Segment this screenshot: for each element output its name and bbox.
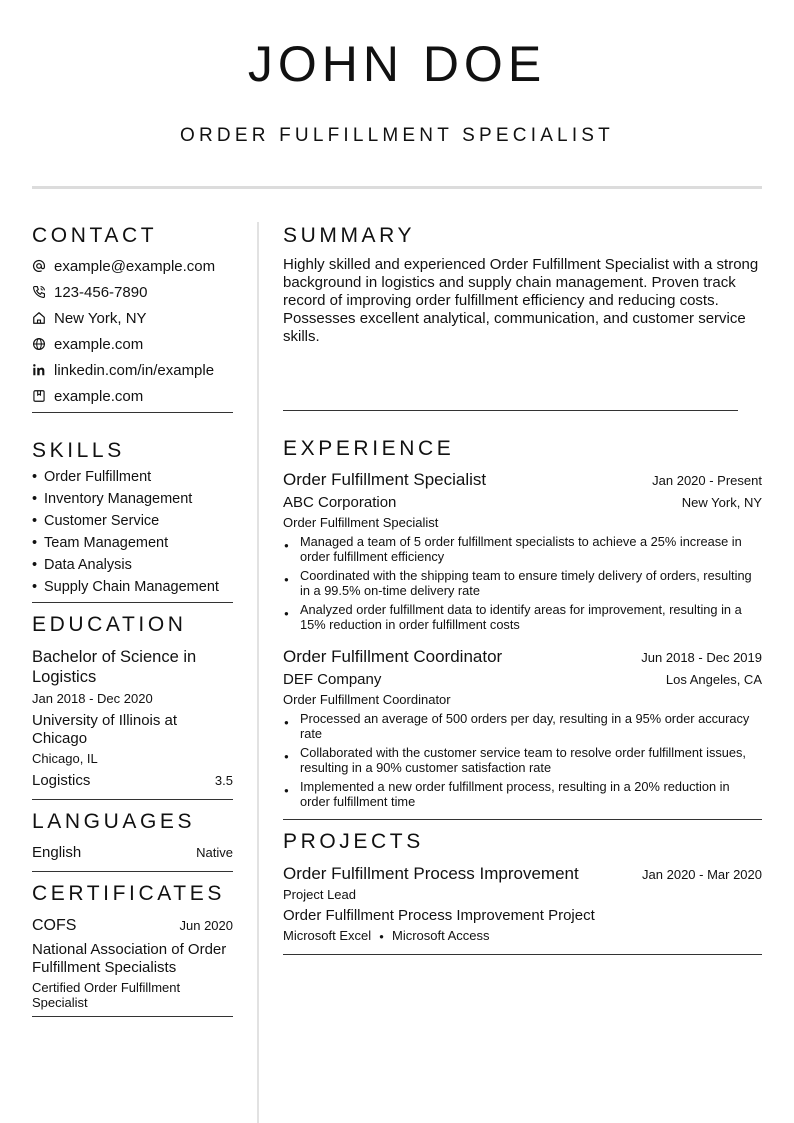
skill-item: • Team Management <box>32 535 169 551</box>
experience-company: DEF Company <box>283 671 382 688</box>
experience-bullet: ● Managed a team of 5 order fulfillment specialists to achieve a 25% increase in order fulfillment efficiency <box>283 534 762 564</box>
education-field: Logistics <box>32 772 91 789</box>
contact-portfolio[interactable] <box>32 383 233 409</box>
contact-section <box>32 222 233 413</box>
summary-section <box>283 222 762 411</box>
experience-bullet: ● Analyzed order fulfillment data to identify areas for improvement, resulting in a 15% reduction in order fulfillment costs <box>283 602 762 632</box>
certificates-divider <box>32 1016 233 1017</box>
contact-divider <box>32 412 233 413</box>
bookmark-icon <box>32 389 46 403</box>
summary-divider <box>283 410 738 411</box>
contact-heading: CONTACT <box>32 224 158 247</box>
summary-text: Highly skilled and experienced Order Fulfillment Specialist with a strong background in logistics and supply chain management. Proven track record of improving order fulfillment efficiency and reducing costs. Possesses excellent analytical, communication, and customer service skills. <box>283 256 759 345</box>
job-title: ORDER FULFILLMENT SPECIALIST <box>180 125 614 146</box>
experience-bullet: ● Coordinated with the shipping team to ensure timely delivery of orders, resulting in a 99.5% on-time delivery rate <box>283 568 762 598</box>
globe-icon <box>32 337 46 351</box>
experience-heading: EXPERIENCE <box>283 437 455 460</box>
contact-location-text: New York, NY <box>54 309 147 327</box>
project-dates: Jan 2020 - Mar 2020 <box>642 867 762 882</box>
contact-email-text: example@example.com <box>54 257 216 275</box>
languages-divider <box>32 871 233 872</box>
skill-item: • Customer Service <box>32 513 160 529</box>
education-dates: Jan 2018 - Dec 2020 <box>32 691 153 706</box>
certificates-heading: CERTIFICATES <box>32 882 225 905</box>
skills-divider <box>32 602 233 603</box>
header-divider <box>32 186 762 189</box>
projects-heading: PROJECTS <box>283 830 424 853</box>
projects-section <box>283 828 762 955</box>
skill-item: • Inventory Management <box>32 491 193 507</box>
education-divider <box>32 799 233 800</box>
skill-item: • Supply Chain Management <box>32 579 219 595</box>
education-heading: EDUCATION <box>32 613 187 636</box>
column-divider <box>257 222 259 1123</box>
left-column <box>32 222 233 1017</box>
certificate-issuer: National Association of Order Fulfillment Specialists <box>32 941 227 976</box>
skill-item: • Data Analysis <box>32 557 132 573</box>
experience-subtitle: Order Fulfillment Coordinator <box>283 692 451 707</box>
certificates-section <box>32 880 233 1017</box>
languages-section <box>32 808 233 872</box>
contact-location <box>32 305 233 331</box>
education-field-row <box>32 772 233 790</box>
skills-heading: SKILLS <box>32 439 125 462</box>
experience-role: Order Fulfillment Coordinator <box>283 647 503 666</box>
home-icon <box>32 311 46 325</box>
certificate-description: Certified Order Fulfillment Specialist <box>32 980 181 1010</box>
phone-icon <box>32 285 46 299</box>
experience-header <box>283 469 762 491</box>
summary-heading: SUMMARY <box>283 224 416 247</box>
experience-company: ABC Corporation <box>283 494 397 511</box>
contact-website-text: example.com <box>54 335 144 353</box>
tool-separator: ● <box>379 932 384 942</box>
project-header <box>283 863 762 885</box>
experience-bullet: ● Collaborated with the customer service team to resolve order fulfillment issues, resulting in a 90% customer satisfaction rate <box>283 745 762 775</box>
project-tool: Microsoft Access <box>391 928 490 943</box>
project-tool: Microsoft Excel <box>283 928 372 943</box>
certificate-date: Jun 2020 <box>179 918 233 933</box>
experience-subtitle: Order Fulfillment Specialist <box>283 515 439 530</box>
language-name: English <box>32 844 82 861</box>
project-role: Project Lead <box>283 887 356 902</box>
right-column <box>283 222 762 955</box>
certificate-name: COFS <box>32 917 77 934</box>
experience-bullet: ● Processed an average of 500 orders per day, resulting in a 95% order accuracy rate <box>283 711 762 741</box>
experience-company-row <box>283 671 762 689</box>
certificate-row <box>32 916 233 936</box>
language-row <box>32 844 233 862</box>
experience-section <box>283 435 762 820</box>
linkedin-icon <box>32 363 46 377</box>
experience-dates: Jan 2020 - Present <box>652 473 762 488</box>
languages-heading: LANGUAGES <box>32 810 196 833</box>
contact-phone-text: 123-456-7890 <box>54 283 148 301</box>
experience-company-row <box>283 494 762 512</box>
experience-location: New York, NY <box>681 495 762 510</box>
project-description: Order Fulfillment Process Improvement Project <box>283 907 595 924</box>
projects-divider <box>283 954 762 955</box>
language-level: Native <box>196 845 233 860</box>
experience-role: Order Fulfillment Specialist <box>283 470 487 489</box>
contact-linkedin[interactable] <box>32 357 233 383</box>
education-gpa: 3.5 <box>214 773 233 788</box>
experience-header <box>283 646 762 668</box>
education-section <box>32 611 233 800</box>
education-location: Chicago, IL <box>32 751 98 766</box>
project-name: Order Fulfillment Process Improvement <box>283 864 579 883</box>
experience-entry <box>283 646 762 809</box>
skill-item: • Order Fulfillment <box>32 469 152 485</box>
experience-location: Los Angeles, CA <box>665 672 762 687</box>
contact-phone[interactable] <box>32 279 233 305</box>
experience-bullets <box>283 711 762 809</box>
project-tools <box>283 928 762 944</box>
experience-entry <box>283 469 762 632</box>
experience-bullets <box>283 534 762 632</box>
experience-divider <box>283 819 762 820</box>
education-school: University of Illinois at Chicago <box>32 712 178 747</box>
experience-dates: Jun 2018 - Dec 2019 <box>641 650 762 665</box>
contact-email[interactable] <box>32 253 233 279</box>
skills-section <box>32 437 233 603</box>
experience-bullet: ● Implemented a new order fulfillment process, resulting in a 20% reduction in order fulfillment time <box>283 779 762 809</box>
education-degree: Bachelor of Science in Logistics <box>32 648 197 686</box>
contact-portfolio-text: example.com <box>54 387 144 405</box>
contact-linkedin-text: linkedin.com/in/example <box>54 361 215 379</box>
email-icon <box>32 259 46 273</box>
candidate-name: JOHN DOE <box>247 36 547 92</box>
contact-website[interactable] <box>32 331 233 357</box>
